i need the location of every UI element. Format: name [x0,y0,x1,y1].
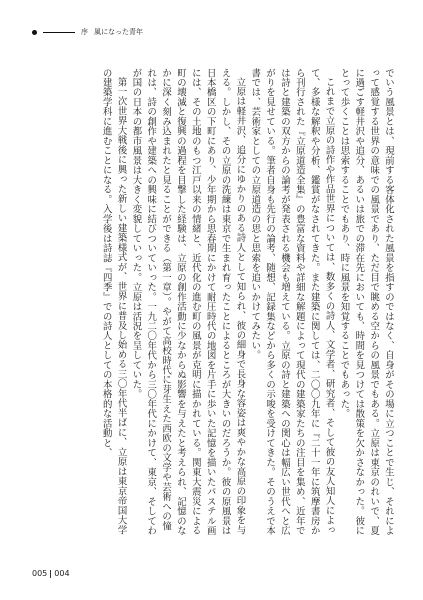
body-text [33,68,395,536]
chapter-title: 風になった青年 [94,28,143,36]
page-number-right: 005 [32,569,48,578]
paragraph-4: 第一次世界大戦後に興った新しい建築様式が、世界に普及し始める三〇年代半ばに、立原は東京帝国大学の建築学科に進むことになる。入学後は詩誌『四季』での詩人としての本格的な活動と、 [100,68,127,536]
bullet-dot [32,30,37,35]
page-number-separator [50,570,51,578]
paragraph-3: 立原は軽井沢、追分にゆかりのある詩人として知られ、彼の細身で長身な容姿は爽やかな高原の印象を与える。しかし、その立原の洗練は東京で生まれ育ったことによるところが大きいのだろうか。彼の原風景は日本橋区の下町にあり、少年期から思春期にかけて耐圧時代の地図を片手に歩いた記憶を描いたパステル画には、その土地のもつ江戸以来の情緒と、近代化の進む町の風景が克明に描かれている。関東大震災による町の壊滅と復興の過程を目撃した経験は、立原の創作活動に少なからぬ影響を与えたと考えられ、記憶のなかに深く刻み込まれたと見ることができる（第一章）。やがて高校時代に芽生えた西欧の文学や芸術への憧れは、詩の創作や建築への興味に結びついていった。一九二〇年代から三〇年代にかけて、東京、そしてわが国の日本の都市風景は大きく変貌していった。立原は活況を呈していた。 [130,68,246,536]
running-header [32,26,392,38]
chapter-label: 序 [81,28,88,36]
header-rule [43,32,75,33]
page-number-left: 004 [54,569,70,578]
paragraph-2: これまで立原の詩作や作品世界については、数多くの詩人、文学者、研究者、そして彼の友人知人によって、多様な解釈や分析、鑑賞がなされてきた。また建築に関しては、二〇〇九年に『二十一年に筑摩書房から刊行された『立原道造全集』の豊富な資料や詳細な解題によって現代の建築家たちの注目を集め、近年では詩と建築の双方からの論考が発表される機会も増えている。立原の詩と建築への関心は幅広い世代へと広がりを見せている。筆者自身も先行の論考、随想、記録集などから多くの示唆を受けてきた。そのうえで本書では、芸術家としての立原道造の思と思索を追いかけてみたい。 [249,68,335,536]
paragraph-1: でいう風景とは、現前する客体化された風景を指すのではなく、自身がその場に立つことで生じ、それによって感覚する世界の意味での風景であり、ただ目で眺める空からの風景でもある。立原は東京のれいで、夏に過ごす軽井沢や追分、あるいは旅での滞在先においても、時間を見つけては散策を欠かさなかった。彼にとって歩くことは思索することでもあり、時に風景を知覚することでもあった。 [338,68,394,536]
page-numbers [32,569,70,578]
